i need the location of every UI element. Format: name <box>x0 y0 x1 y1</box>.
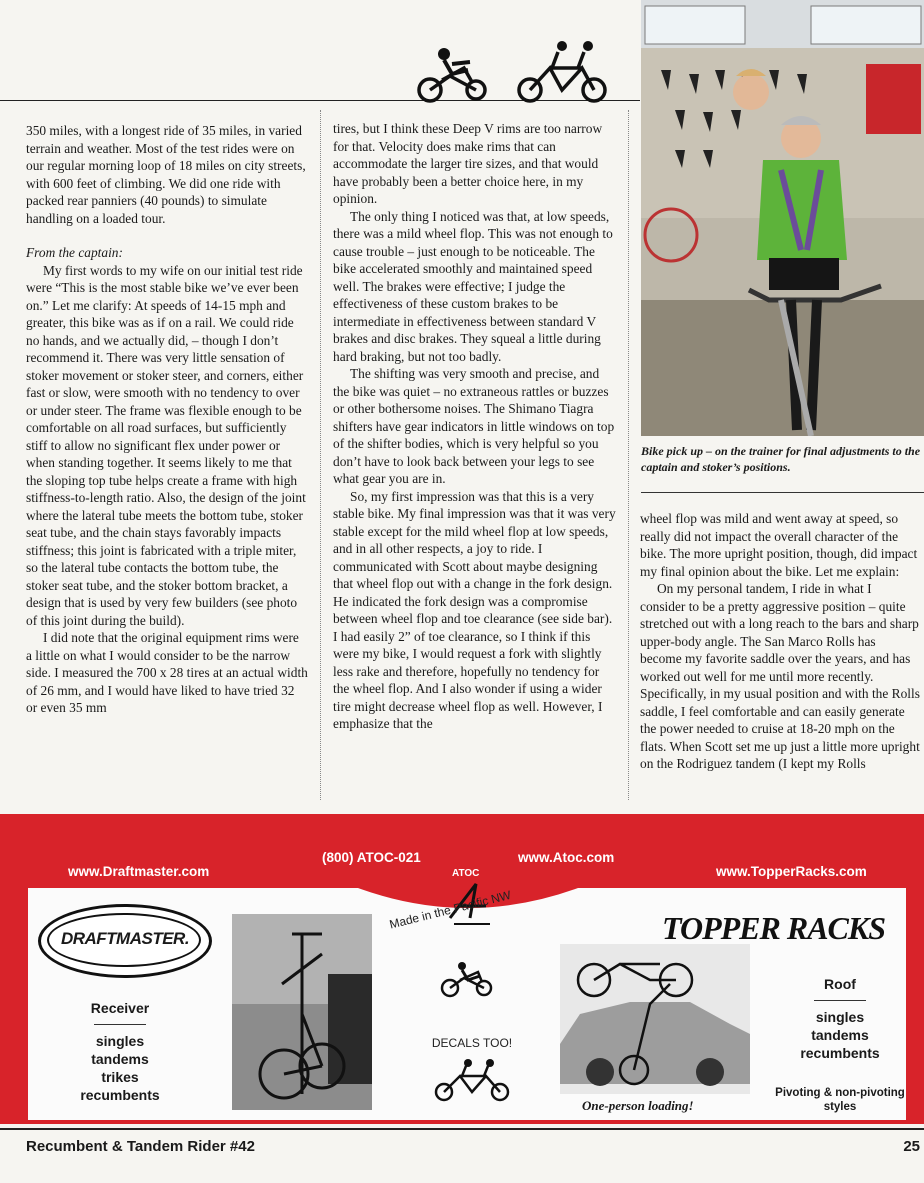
receiver-item: trikes <box>101 1069 139 1085</box>
receiver-rule <box>94 1024 146 1025</box>
paragraph: So, my first impression was that this is a very stable bike. My final impression was that it was very stable except for the mild wheel flop at low speeds, and in all other respects, a joy to ride. I communicated with Scott about maybe designing that wheel flop out with a change in the fork design. He indicated the fork design was a compromise between wheel flop and toe clearance (see side bar). I had easily 2” of toe clearance, so I think if this were my bike, I would request a fork with slightly less rake and therefore, hopefully no tendency for the wheel flop. And I also wonder if using a wider tire might decrease wheel flop as well. However, I emphasize that the <box>333 488 616 731</box>
decals-text: DECALS TOO! <box>431 1036 513 1050</box>
tandem-icon <box>434 1058 510 1104</box>
photo-caption: Bike pick up – on the trainer for final adjustments to the captain and stoker’s positions. <box>641 444 921 474</box>
made-in-pacific-nw: Made in the Pacific NW <box>388 887 513 932</box>
paragraph: The only thing I noticed was that, at low speeds, there was a mild wheel flop. This was not enough to cause trouble – just enough to be noticeable. The bike accelerated smoothly and maintained speed well. The brakes were effective; I judge the effectiveness of these custom brakes to be intermediate in effectiveness between standard V brakes and disc brakes. They squeal a little during hard braking, but not too badly. <box>333 208 613 364</box>
phone-number: (800) ATOC-021 <box>322 850 421 865</box>
bike-pickup-photo <box>641 0 924 436</box>
article-column-2 <box>333 120 618 733</box>
topper-url[interactable]: www.TopperRacks.com <box>716 864 867 879</box>
pivoting-text: Pivoting & non-pivoting styles <box>775 1087 905 1113</box>
article-column-3 <box>640 510 920 773</box>
receiver-item: tandems <box>91 1051 149 1067</box>
paragraph: My first words to my wife on our initial test ride were “This is the most stable bike we’ve ever been on.” Let me clarify: At speeds of 14-15 mph and greater, this bike was as if on a rail. We could ride no hands, and we actually did, – though I don’t recommend it. There was very little sensation of stoker movement or stoker steer, and corners, either fast or slow, were smooth with no tendency to over or under steer. The frame was flexible enough to be comfortable on all road surfaces, but sufficiently stiff to allow no significant flex under power or when standing together. It seems likely to me that the sloping top tube helps create a frame with high stiffness-to-length ratio. Also, the design of the joint where the lateral tube meets the bottom tube, stoker seat tube, and the chain stays favorably impacts stiffness; this joint is fabricated with a triple miter, so the lateral tube contacts the bottom tube, the stoker seat tube, and the stoker bottom bracket, a design that is used by very few builders (see photo of this joint during the build). <box>26 262 306 628</box>
caption-rule <box>641 492 924 493</box>
paragraph: 350 miles, with a longest ride of 35 miles, in varied terrain and weather. Most of the test rides were on our regular morning loop of 18 miles on city streets, with 600 feet of climbing. We did one ride with packed rear panniers (40 pounds) to simulate handling on a loaded tour. <box>26 123 306 226</box>
paragraph: The shifting was very smooth and precise, and the bike was quiet – no extraneous rattles or buzzes or other bothersome noises. The Shimano Tiagra shifters have gear indicators in little windows on top of the shifter bodies, which is very helpful so you don’t have to look back between your legs to see what gear you are in. <box>333 366 615 486</box>
draftmaster-logo-text: DRAFTMASTER. <box>60 929 190 948</box>
draftmaster-url[interactable]: www.Draftmaster.com <box>68 864 210 879</box>
atoc-url[interactable]: www.Atoc.com <box>518 850 615 865</box>
section-heading: From the captain: <box>26 245 123 260</box>
roof-item: tandems <box>811 1027 869 1043</box>
article-column-1 <box>26 122 308 717</box>
paragraph: On my personal tandem, I ride in what I consider to be a pretty aggressive position – quite stretched out with a long reach to the bars and sharp upper-body angle. The San Marco Rolls has become my favorite saddle over the years, and has worked out well for me until more recently. Specifically, in my usual position and with the Rolls saddle, I feel comfortable and can easily generate the power needed to cruise at 18-20 mph on the flats. When Scott set me up just a little more upright on the Rodriguez tandem (I kept my Rolls <box>640 581 920 771</box>
paragraph: I did note that the original equipment rims were a little on what I would consider to be the narrow side. I measured the 700 x 28 tires at an actual width of 26 mm, and I would have liked to have tried 32 or even 35 mm <box>26 630 308 715</box>
roof-item: singles <box>815 1009 865 1025</box>
paragraph: tires, but I think these Deep V rims are too narrow for that. Velocity does make rims that can accommodate the larger tire sizes, and that would have probably been a better choice here, in my opinion. <box>333 121 603 206</box>
draftmaster-logo <box>38 904 212 978</box>
receiver-item: singles <box>95 1033 145 1049</box>
atoc-label: ATOC <box>452 868 480 879</box>
receiver-title: Receiver <box>90 1000 150 1016</box>
page-number: 25 <box>903 1138 920 1155</box>
recumbent-icon <box>440 958 506 998</box>
roof-list <box>780 1008 900 1062</box>
paragraph: wheel flop was mild and went away at speed, so really did not impact the overall character of the bike. The more upright position, though, did impact my final opinion about the bike. Let me explain: <box>640 511 918 579</box>
receiver-item: recumbents <box>80 1087 160 1103</box>
recumbent-tandem-logo-icon <box>412 40 612 104</box>
car-roof-rack-photo <box>560 944 750 1094</box>
topper-racks-logo: TOPPER RACKS <box>662 910 886 946</box>
one-person-loading: One-person loading! <box>582 1098 694 1113</box>
roof-title: Roof <box>824 976 856 992</box>
column-divider <box>628 110 629 800</box>
magazine-title: Recumbent & Tandem Rider #42 <box>26 1138 255 1155</box>
column-divider <box>320 110 321 800</box>
hitch-rack-photo <box>232 914 372 1110</box>
roof-rule <box>814 1000 866 1001</box>
footer-rule <box>0 1128 924 1130</box>
roof-item: recumbents <box>800 1045 880 1061</box>
receiver-list <box>64 1032 176 1104</box>
